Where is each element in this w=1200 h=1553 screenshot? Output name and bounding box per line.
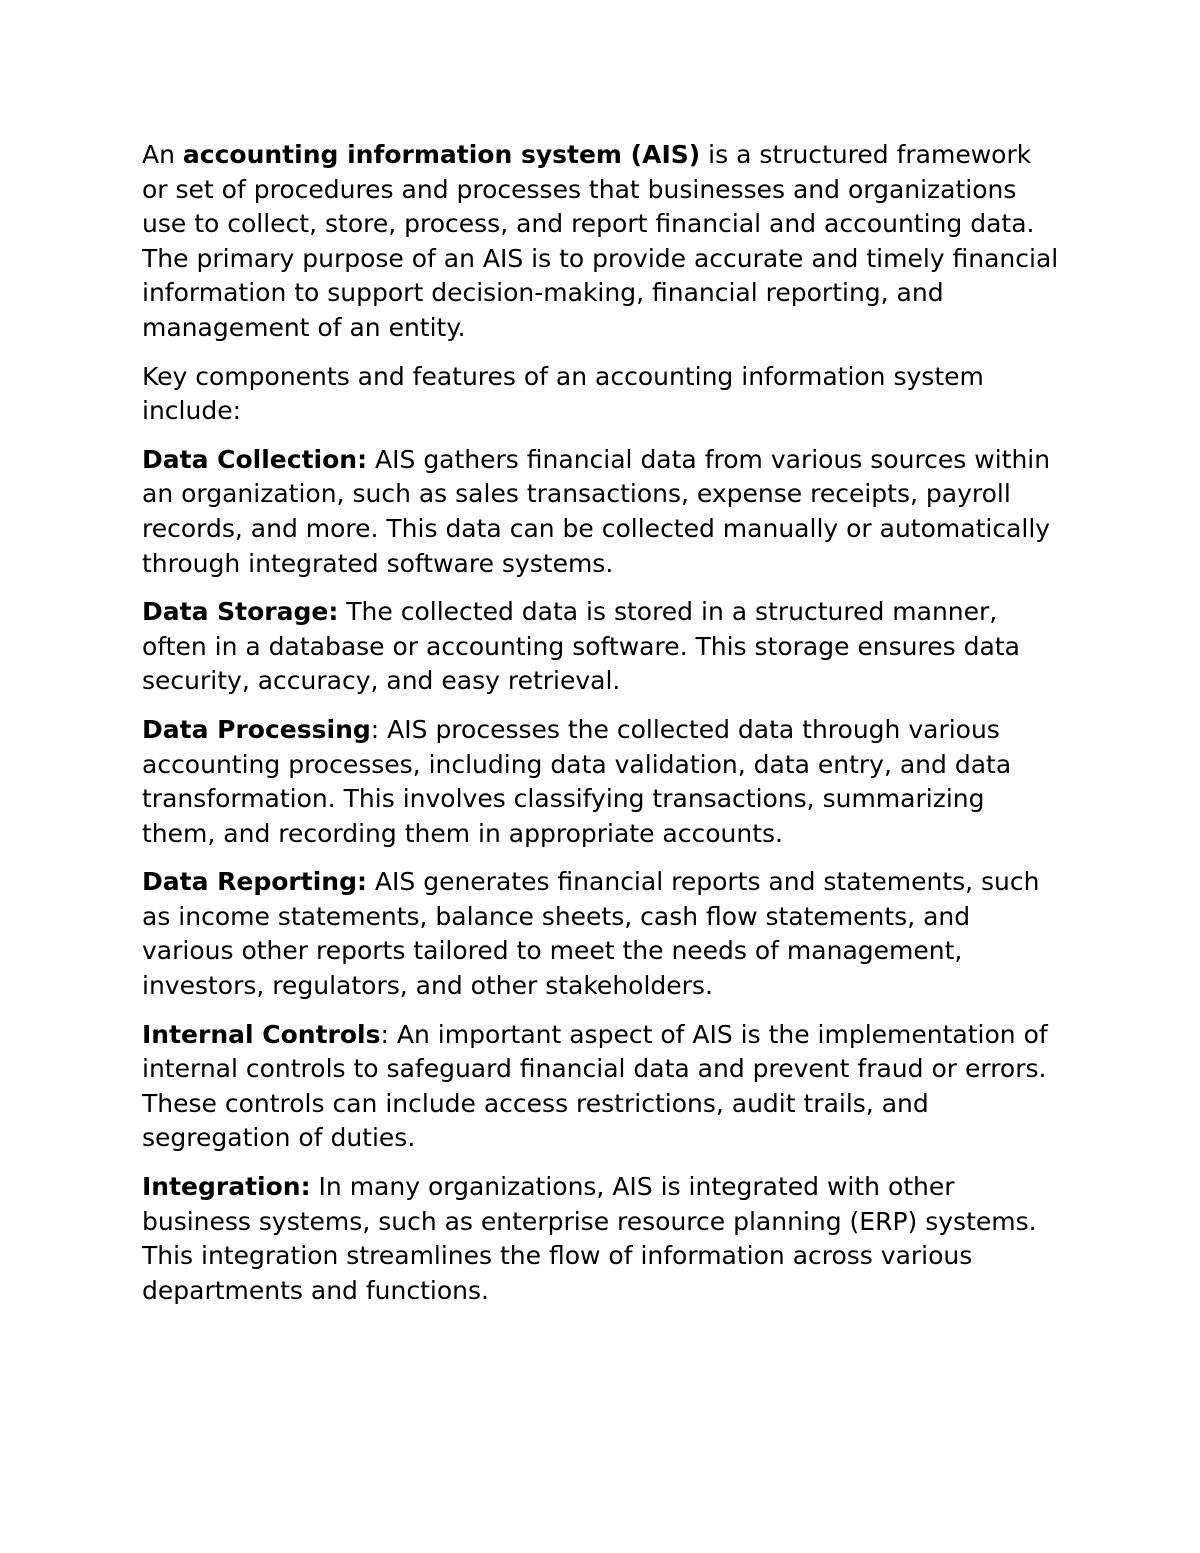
section-text: : An important aspect of AIS is the implementation of internal controls to safeguard financial data and prevent fraud or errors. These controls can include access restrictions, audit trails, and segregation of duties. [142, 1019, 1048, 1153]
document-page [142, 138, 1062, 1308]
key-components-text: Key components and features of an accounting information system include: [142, 361, 984, 426]
key-components-paragraph [142, 360, 1062, 429]
section-heading: Integration: [142, 1172, 311, 1202]
section-text: In many organizations, AIS is integrated with other business systems, such as enterprise resource planning (ERP) systems. This integration streamlines the flow of information across various departments and functions. [142, 1172, 1037, 1305]
section-text: : AIS processes the collected data through various accounting processes, including data validation, data entry, and data transformation. This involves classifying transactions, summarizing them, and recording them in appropriate accounts. [142, 714, 1012, 848]
section-heading: Data Processing [142, 714, 371, 744]
section-data-storage [142, 595, 1062, 699]
section-data-collection [142, 443, 1062, 581]
section-text: AIS generates financial reports and statements, such as income statements, balance sheets, cash flow statements, and various other reports tailored to meet the needs of management, investors, regulators, and other stakeholders. [142, 867, 1040, 1001]
section-data-reporting [142, 865, 1062, 1003]
intro-paragraph [142, 138, 1062, 346]
section-data-processing [142, 713, 1062, 851]
intro-lead: An [142, 140, 183, 169]
section-text: AIS gathers financial data from various sources within an organization, such as sales transactions, expense receipts, payroll records, and more. This data can be collected manually or automatically through integrated software systems. [142, 444, 1051, 578]
section-heading: Internal Controls [142, 1019, 381, 1049]
section-heading: Data Storage: [142, 597, 339, 627]
section-heading: Data Collection: [142, 444, 368, 474]
section-integration [142, 1170, 1062, 1308]
section-heading: Data Reporting: [142, 867, 367, 897]
section-internal-controls [142, 1018, 1062, 1156]
intro-text: is a structured framework or set of procedures and processes that businesses and organizations use to collect, store, process, and report financial and accounting data. The primary purpose of an AIS is to provide accurate and timely financial information to support decision-making, financial reporting, and management of an entity. [142, 140, 1059, 342]
intro-term: accounting information system (AIS) [182, 140, 701, 169]
section-text: The collected data is stored in a structured manner, often in a database or accounting software. This storage ensures data security, accuracy, and easy retrieval. [142, 597, 1020, 696]
